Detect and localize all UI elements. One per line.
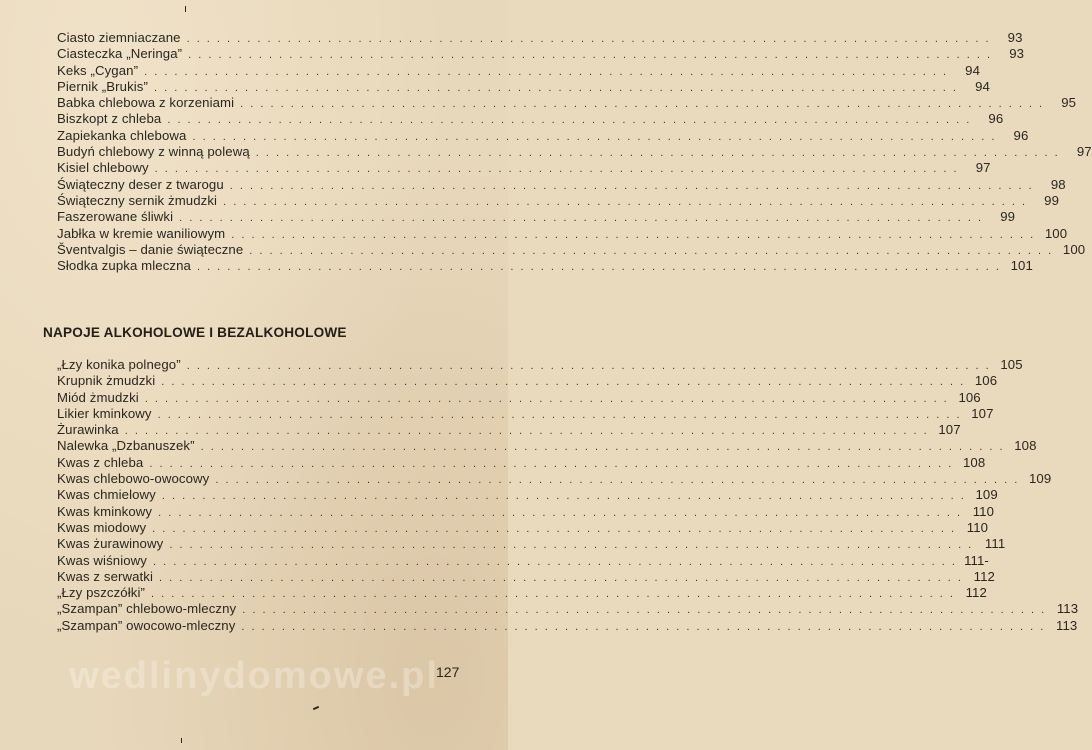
- dot-leader: . . . . . . . . . . . . . . . . . . . . . . . . . . . . . . . . . . . . . . . . . . . . . . . . . . . . . . . . . . . . . . . . . . . . . . . . . . . . . . . .: [157, 408, 962, 421]
- toc-entry-page: 109: [1028, 471, 1052, 487]
- toc-entry-page: 106: [958, 389, 981, 405]
- toc-entry-page: 105: [1000, 357, 1023, 372]
- toc-entry-page: 96: [988, 111, 1004, 127]
- toc-entry-page: 113: [1056, 601, 1079, 617]
- toc-entry-title: Likier kminkowy: [57, 405, 152, 421]
- toc-entry-page: 112: [973, 568, 995, 584]
- toc-entry-title: Kwas miodowy: [57, 519, 147, 535]
- toc-entry: [57, 30, 1023, 46]
- toc-entry-page: 110: [972, 503, 995, 519]
- dot-leader: . . . . . . . . . . . . . . . . . . . . . . . . . . . . . . . . . . . . . . . . . . . . . . . . . . . . . . . . . . . . . . . . . . . . . . . . . . . . . . . .: [179, 212, 984, 225]
- toc-entry: [57, 552, 989, 569]
- toc-entry-title: Świąteczny sernik żmudzki: [57, 192, 218, 208]
- toc-entry-title: Kisiel chlebowy: [57, 160, 149, 176]
- toc-entry: [57, 373, 998, 389]
- toc-entry-title: „Łzy konika polnego”: [57, 357, 181, 372]
- dot-leader: . . . . . . . . . . . . . . . . . . . . . . . . . . . . . . . . . . . . . . . . . . . . . . . . . . . . . . . . . . . . . . . . . . . . . . . . . . . . . . . .: [152, 522, 957, 535]
- ink-speck: [181, 738, 182, 743]
- toc-entry: [57, 585, 987, 601]
- toc-entry: [57, 617, 1078, 634]
- toc-entry-title: Babka chlebowa z korzeniami: [57, 95, 235, 111]
- toc-entry: [57, 536, 1006, 552]
- toc-entry-title: Zapiekanka chlebowa: [57, 127, 187, 143]
- toc-entry-title: Biszkopt z chleba: [57, 111, 162, 127]
- toc-entry-page: 100: [1062, 241, 1086, 257]
- toc-entry-page: 106: [974, 373, 998, 389]
- toc-entry: [57, 471, 1052, 487]
- toc-entry: [57, 192, 1060, 209]
- toc-entry-title: Keks „Cygan”: [57, 62, 139, 78]
- dot-leader: . . . . . . . . . . . . . . . . . . . . . . . . . . . . . . . . . . . . . . . . . . . . . . . . . . . . . . . . . . . . . . . . . . . . . . . . . . . . . . . .: [229, 179, 1034, 192]
- toc-entry-title: Kwas chmielowy: [57, 487, 156, 503]
- dot-leader: . . . . . . . . . . . . . . . . . . . . . . . . . . . . . . . . . . . . . . . . . . . . . . . . . . . . . . . . . . . . . . . . . . . . . . . . . . . . . . . .: [200, 441, 1005, 454]
- toc-entry: [57, 422, 961, 438]
- dot-leader: . . . . . . . . . . . . . . . . . . . . . . . . . . . . . . . . . . . . . . . . . . . . . . . . . . . . . . . . . . . . . . . . . . . . . . . . . . . . . . . .: [169, 539, 974, 552]
- toc-entry-page: 112: [965, 585, 987, 601]
- toc-entry: [57, 62, 981, 79]
- toc-entry: [57, 95, 1077, 111]
- toc-entry-page: 111: [984, 536, 1006, 552]
- toc-entry-page: 101: [1010, 258, 1033, 274]
- toc-entry-page: 94: [965, 62, 981, 78]
- toc-entry: [57, 454, 986, 471]
- dot-leader: . . . . . . . . . . . . . . . . . . . . . . . . . . . . . . . . . . . . . . . . . . . . . . . . . . . . . . . . . . . . . . . . . . . . . . . . . . . . . . . .: [167, 114, 972, 127]
- toc-entry: [57, 241, 1086, 258]
- toc-entry: [57, 438, 1037, 454]
- dot-leader: . . . . . . . . . . . . . . . . . . . . . . . . . . . . . . . . . . . . . . . . . . . . . . . . . . . . . . . . . . . . . . . . . . . . . . . . . . . . . . . .: [231, 228, 1036, 241]
- toc-entry-title: Kwas chlebowo-owocowy: [57, 471, 210, 487]
- dot-leader: . . . . . . . . . . . . . . . . . . . . . . . . . . . . . . . . . . . . . . . . . . . . . . . . . . . . . . . . . . . . . . . . . . . . . . . . . . . . . . . .: [215, 474, 1020, 487]
- toc-entry: [57, 78, 990, 95]
- toc-entry-title: Ciasto ziemniaczane: [57, 30, 181, 45]
- dot-leader: . . . . . . . . . . . . . . . . . . . . . . . . . . . . . . . . . . . . . . . . . . . . . . . . . . . . . . . . . . . . . . . . . . . . . . . . . . . . . . . .: [154, 81, 958, 94]
- toc-entry-title: Żurawinka: [57, 422, 119, 438]
- page-number: 127: [436, 664, 460, 680]
- toc-entry-page: 94: [975, 78, 990, 94]
- dot-leader: . . . . . . . . . . . . . . . . . . . . . . . . . . . . . . . . . . . . . . . . . . . . . . . . . . . . . . . . . . . . . . . . . . . . . . . . . . . . . . . .: [159, 571, 963, 584]
- toc-entry: [57, 258, 1033, 274]
- toc-entry: [57, 405, 994, 422]
- toc-entry-page: 110: [966, 519, 989, 535]
- toc-entry-page: 93: [1009, 46, 1025, 62]
- toc-entry-page: 99: [1000, 209, 1016, 225]
- toc-entry-page: 97: [975, 160, 991, 176]
- toc-entry-title: Faszerowane śliwki: [57, 209, 174, 225]
- toc-entry-page: 107: [971, 405, 994, 421]
- dot-leader: . . . . . . . . . . . . . . . . . . . . . . . . . . . . . . . . . . . . . . . . . . . . . . . . . . . . . . . . . . . . . . . . . . . . . . . . . . . . . . . .: [249, 244, 1054, 257]
- dot-leader: . . . . . . . . . . . . . . . . . . . . . . . . . . . . . . . . . . . . . . . . . . . . . . . . . . . . . . . . . . . . . . . . . . . . . . . . . . . . . . . .: [161, 376, 966, 389]
- dot-leader: . . . . . . . . . . . . . . . . . . . . . . . . . . . . . . . . . . . . . . . . . . . . . . . . . . . . . . . . . . . . . . . . . . . . . . . . . . . . . . . .: [255, 147, 1060, 160]
- dot-leader: . . . . . . . . . . . . . . . . . . . . . . . . . . . . . . . . . . . . . . . . . . . . . . . . . . . . . . . . . . . . . . . . . . . . . . . . . . . . . . . .: [152, 555, 957, 568]
- toc-entry-title: Ciasteczka „Neringa”: [57, 46, 183, 62]
- toc-entry-page: 108: [1014, 438, 1037, 454]
- toc-entry: [57, 127, 1029, 144]
- toc-entry-page: 100: [1044, 225, 1068, 241]
- toc-entry-page: 113: [1056, 617, 1078, 633]
- toc-entry-title: „Szampan” chlebowo-mleczny: [57, 601, 237, 617]
- toc-entry-title: Słodka zupka mleczna: [57, 258, 191, 274]
- section-heading: NAPOJE ALKOHOLOWE I BEZALKOHOLOWE: [43, 325, 347, 340]
- toc-entry-title: Kwas żurawinowy: [57, 536, 164, 552]
- toc-entry-title: Kwas kminkowy: [57, 503, 153, 519]
- toc-entry-page: 98: [1050, 176, 1066, 192]
- dot-leader: . . . . . . . . . . . . . . . . . . . . . . . . . . . . . . . . . . . . . . . . . . . . . . . . . . . . . . . . . . . . . . . . . . . . . . . . . . . . . . . .: [144, 65, 949, 78]
- toc-entry: [57, 601, 1079, 617]
- toc-entry-page: 111-: [964, 552, 989, 568]
- toc-entry-page: 108: [962, 454, 986, 470]
- toc-entry-page: 107: [938, 422, 961, 438]
- ink-speck: [185, 6, 186, 12]
- toc-entry-title: Krupnik żmudzki: [57, 373, 156, 389]
- toc-entry-title: Šventvalgis – danie świąteczne: [57, 241, 244, 257]
- dot-leader: . . . . . . . . . . . . . . . . . . . . . . . . . . . . . . . . . . . . . . . . . . . . . . . . . . . . . . . . . . . . . . . . . . . . . . . . . . . . . . . .: [158, 506, 963, 519]
- toc-entry-title: Jabłka w kremie waniliowym: [57, 225, 226, 241]
- dot-leader: . . . . . . . . . . . . . . . . . . . . . . . . . . . . . . . . . . . . . . . . . . . . . . . . . . . . . . . . . . . . . . . . . . . . . . . . . . . . . . . .: [223, 195, 1028, 208]
- toc-entry-title: Nalewka „Dzbanuszek”: [57, 438, 195, 454]
- dot-leader: . . . . . . . . . . . . . . . . . . . . . . . . . . . . . . . . . . . . . . . . . . . . . . . . . . . . . . . . . . . . . . . . . . . . . . . . . . . . . . . .: [242, 604, 1047, 617]
- toc-entry: [57, 144, 1092, 160]
- toc-entry: [57, 160, 991, 176]
- dot-leader: . . . . . . . . . . . . . . . . . . . . . . . . . . . . . . . . . . . . . . . . . . . . . . . . . . . . . . . . . . . . . . . . . . . . . . . . . . . . . . . .: [241, 620, 1046, 633]
- toc-entry-title: „Szampan” owocowo-mleczny: [57, 617, 236, 633]
- toc-entry: [57, 389, 981, 406]
- toc-entry: [57, 111, 1004, 127]
- dot-leader: . . . . . . . . . . . . . . . . . . . . . . . . . . . . . . . . . . . . . . . . . . . . . . . . . . . . . . . . . . . . . . . . . . . . . . . . . . . . . . . .: [150, 588, 955, 601]
- dot-leader: . . . . . . . . . . . . . . . . . . . . . . . . . . . . . . . . . . . . . . . . . . . . . . . . . . . . . . . . . . . . . . . . . . . . . . . . . . . . . . . .: [186, 33, 991, 45]
- toc-entry: [57, 503, 995, 520]
- dot-leader: . . . . . . . . . . . . . . . . . . . . . . . . . . . . . . . . . . . . . . . . . . . . . . . . . . . . . . . . . . . . . . . . . . . . . . . . . . . . . . . .: [124, 425, 929, 438]
- dot-leader: . . . . . . . . . . . . . . . . . . . . . . . . . . . . . . . . . . . . . . . . . . . . . . . . . . . . . . . . . . . . . . . . . . . . . . . . . . . . . . . .: [186, 360, 991, 372]
- toc-entry-page: 97: [1076, 144, 1092, 160]
- toc-entry: [57, 357, 1023, 373]
- watermark: wedlinydomowe.pl: [69, 655, 439, 697]
- dot-leader: . . . . . . . . . . . . . . . . . . . . . . . . . . . . . . . . . . . . . . . . . . . . . . . . . . . . . . . . . . . . . . . . . . . . . . . . . . . . . . . .: [240, 98, 1045, 111]
- toc-entry: [57, 176, 1066, 193]
- toc-entry: [57, 568, 995, 585]
- dot-leader: . . . . . . . . . . . . . . . . . . . . . . . . . . . . . . . . . . . . . . . . . . . . . . . . . . . . . . . . . . . . . . . . . . . . . . . . . . . . . . . .: [154, 163, 959, 176]
- dot-leader: . . . . . . . . . . . . . . . . . . . . . . . . . . . . . . . . . . . . . . . . . . . . . . . . . . . . . . . . . . . . . . . . . . . . . . . . . . . . . . . .: [188, 49, 993, 62]
- toc-entry-page: 96: [1013, 127, 1029, 143]
- toc-entry-title: Piernik „Brukis”: [57, 78, 148, 94]
- toc-list-desserts: [57, 30, 1092, 274]
- toc-entry-title: Kwas z chleba: [57, 454, 144, 470]
- toc-entry: [57, 46, 1025, 62]
- toc-entry: [57, 225, 1068, 242]
- toc-entry: [57, 209, 1016, 225]
- toc-entry-page: 95: [1061, 95, 1077, 111]
- dot-leader: . . . . . . . . . . . . . . . . . . . . . . . . . . . . . . . . . . . . . . . . . . . . . . . . . . . . . . . . . . . . . . . . . . . . . . . . . . . . . . . .: [196, 261, 1001, 274]
- toc-entry-page: 99: [1044, 192, 1060, 208]
- toc-entry-title: Świąteczny deser z twarogu: [57, 176, 224, 192]
- toc-entry: [57, 519, 989, 536]
- toc-entry-title: Miód żmudzki: [57, 389, 139, 405]
- toc-entry-title: Kwas z serwatki: [57, 568, 154, 584]
- dot-leader: . . . . . . . . . . . . . . . . . . . . . . . . . . . . . . . . . . . . . . . . . . . . . . . . . . . . . . . . . . . . . . . . . . . . . . . . . . . . . . . .: [161, 490, 966, 503]
- toc-entry-title: „Łzy pszczółki”: [57, 585, 145, 601]
- toc-list-drinks: [57, 357, 1079, 634]
- ink-speck: [313, 706, 319, 710]
- toc-entry: [57, 487, 998, 503]
- toc-entry-page: 93: [1007, 30, 1023, 45]
- dot-leader: . . . . . . . . . . . . . . . . . . . . . . . . . . . . . . . . . . . . . . . . . . . . . . . . . . . . . . . . . . . . . . . . . . . . . . . . . . . . . . . .: [192, 130, 997, 143]
- toc-entry-title: Kwas wiśniowy: [57, 552, 147, 568]
- toc-entry-page: 109: [975, 487, 998, 503]
- dot-leader: . . . . . . . . . . . . . . . . . . . . . . . . . . . . . . . . . . . . . . . . . . . . . . . . . . . . . . . . . . . . . . . . . . . . . . . . . . . . . . . .: [149, 457, 954, 470]
- toc-entry-title: Budyń chlebowy z winną polewą: [57, 144, 250, 160]
- dot-leader: . . . . . . . . . . . . . . . . . . . . . . . . . . . . . . . . . . . . . . . . . . . . . . . . . . . . . . . . . . . . . . . . . . . . . . . . . . . . . . . .: [144, 392, 949, 405]
